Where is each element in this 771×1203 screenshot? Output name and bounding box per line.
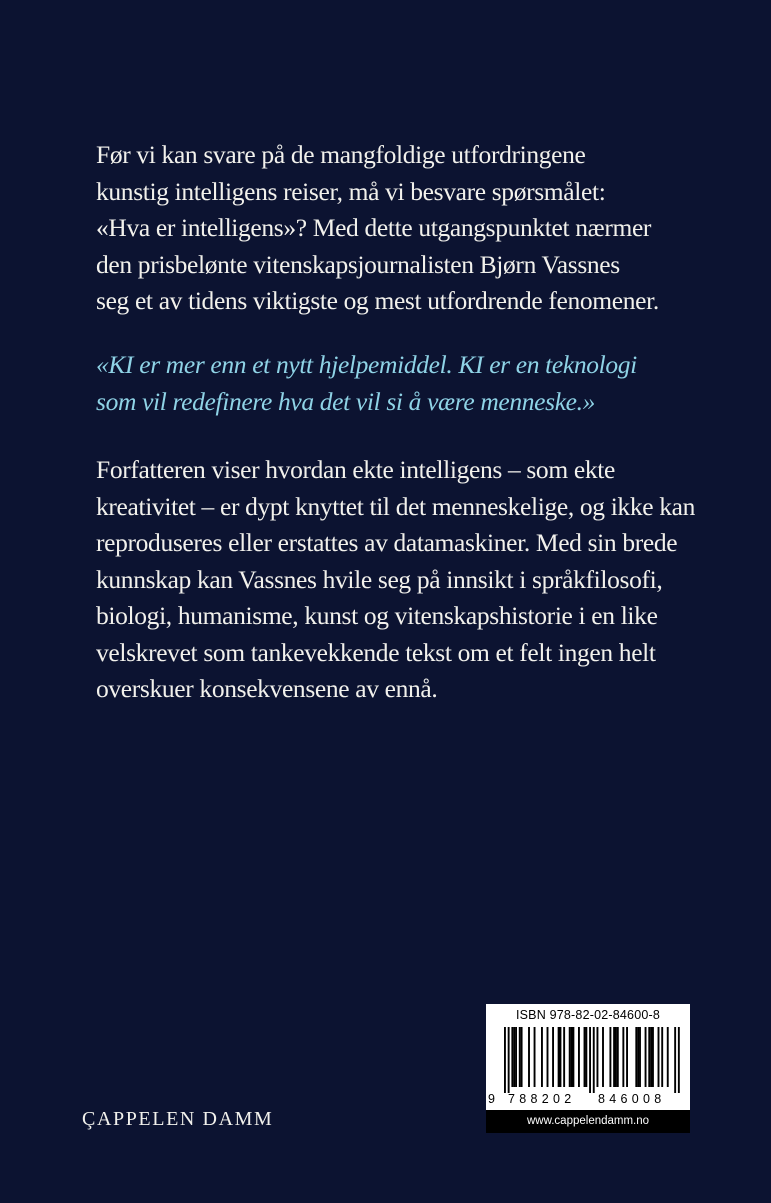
barcode-bar (521, 1027, 523, 1087)
description-line: kreativitet – er dypt knyttet til det menneskelige, og ikke kan (96, 491, 695, 521)
barcode-bar (571, 1027, 573, 1087)
barcode-bar (513, 1027, 515, 1087)
barcode-bar (635, 1027, 637, 1087)
publisher-logo: ÇAPPELEN DAMM (82, 1108, 274, 1130)
barcode-bar (661, 1027, 663, 1087)
barcode-bar (547, 1027, 549, 1087)
barcode-bar (528, 1027, 530, 1087)
barcode-bar (585, 1027, 587, 1087)
barcode-bar (648, 1027, 650, 1087)
intro-line: Før vi kan svare på de mangfoldige utfordringene (96, 140, 586, 169)
quote-line: som vil redefinere hva det vil si å være menneske.» (96, 386, 596, 416)
quote-line: «KI er mer enn et nytt hjelpemiddel. KI er en teknologi (96, 350, 637, 379)
barcode-bar (615, 1027, 617, 1087)
publisher-website: www.cappelendamm.no (486, 1110, 690, 1133)
barcode-guard-bar (508, 1027, 510, 1093)
barcode-bar (658, 1027, 660, 1087)
barcode-bar (652, 1027, 654, 1087)
barcode-box (486, 1004, 690, 1133)
description-line: biologi, humanisme, kunst og vitenskapshistorie i en like (96, 601, 658, 630)
barcode-bar (519, 1027, 521, 1087)
barcode-bar (563, 1027, 565, 1087)
barcode-bar (645, 1027, 647, 1087)
barcode-bar (511, 1027, 513, 1087)
isbn-text: ISBN 978-82-02-84600-8 (515, 1008, 661, 1022)
barcode-bar (639, 1027, 641, 1087)
barcode-bar (622, 1027, 624, 1087)
description-line: Forfatteren viser hvordan ekte intelligens – som ekte (96, 455, 615, 484)
barcode-bar (552, 1027, 554, 1087)
barcode-bar (650, 1027, 652, 1087)
barcode-bars (494, 1027, 684, 1093)
barcode-bar (534, 1027, 536, 1087)
barcode-guard-bar (593, 1027, 595, 1093)
barcode-bar (609, 1027, 611, 1087)
barcode-digit-prefix: 9 (488, 1092, 495, 1106)
barcode-bar (515, 1027, 517, 1087)
barcode-digits-left: 788202 (508, 1092, 576, 1106)
barcode-bar (597, 1027, 599, 1087)
barcode-bar (572, 1027, 574, 1087)
barcode-bar (637, 1027, 639, 1087)
intro-line: «Hva er intelligens»? Med dette utgangspunktet nærmer (96, 213, 652, 242)
barcode-bar (613, 1027, 615, 1087)
barcode-bar (560, 1027, 562, 1087)
barcode-bar (541, 1027, 543, 1087)
intro-line: kunstig intelligens reiser, må vi besvare spørsmålet: (96, 176, 606, 206)
barcode-guard-bar (504, 1027, 506, 1093)
barcode-bar (626, 1027, 628, 1087)
intro-line: den prisbelønte vitenskapsjournalisten Bjørn Vassnes (96, 249, 620, 279)
barcode-digits-right: 846008 (598, 1092, 666, 1106)
barcode-guard-bar (674, 1027, 676, 1093)
description-line: reproduseres eller erstattes av datamaskiner. Med sin brede (96, 528, 678, 557)
barcode-guard-bar (678, 1027, 680, 1093)
description-paragraph (96, 452, 695, 708)
barcode-bar (558, 1027, 560, 1087)
description-line: overskuer konsekvensene av ennå. (96, 674, 438, 703)
description-line: velskrevet som tankevekkende tekst om et felt ingen helt (96, 637, 656, 667)
barcode-bar (667, 1027, 669, 1087)
description-line: kunnskap kan Vassnes hvile seg på innsikt i språkfilosofi, (96, 564, 663, 594)
intro-paragraph (96, 137, 659, 320)
intro-line: seg et av tidens viktigste og mest utfordrende fenomener. (96, 286, 659, 315)
barcode-bar (584, 1027, 586, 1087)
barcode-bar (617, 1027, 619, 1087)
barcode-bar (569, 1027, 571, 1087)
pull-quote (96, 347, 637, 420)
barcode-bar (602, 1027, 604, 1087)
barcode-bar (578, 1027, 580, 1087)
barcode-guard-bar (589, 1027, 591, 1093)
